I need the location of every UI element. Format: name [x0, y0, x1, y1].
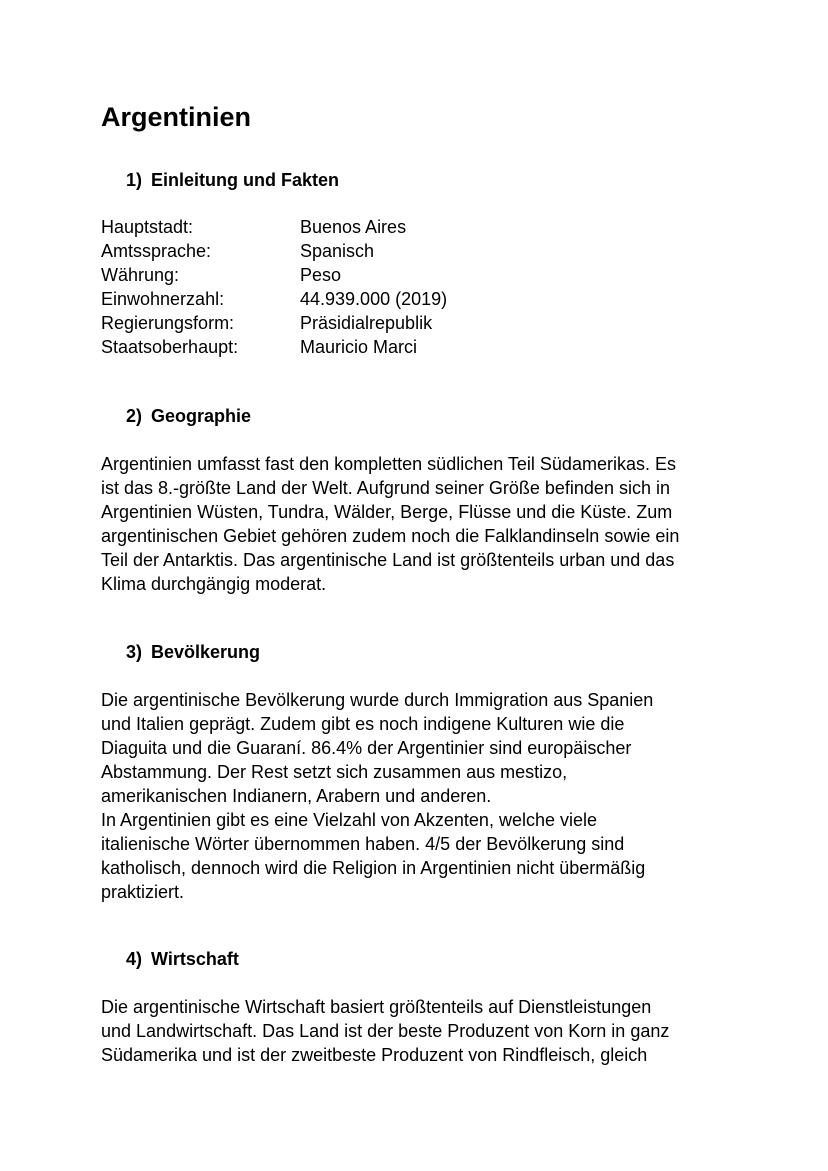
text-line: Die argentinische Wirtschaft basiert größtenteils auf Dienstleistungen: [101, 997, 652, 1017]
fact-row-einwohnerzahl: [101, 287, 601, 311]
fact-row-amtssprache: [101, 239, 601, 263]
section-heading-einleitung: [126, 168, 339, 192]
section-number: 3): [126, 642, 143, 662]
fact-row-staatsoberhaupt: [101, 335, 601, 359]
text-line: argentinischen Gebiet gehören zudem noch die Falklandinseln sowie ein: [101, 526, 680, 546]
paragraph-bevoelkerung: [101, 688, 741, 904]
section-title: Geographie: [151, 406, 252, 426]
text-line: und Landwirtschaft. Das Land ist der beste Produzent von Korn in ganz: [101, 1021, 670, 1041]
fact-row-waehrung: [101, 263, 601, 287]
text-line: Südamerika und ist der zweitbeste Produzent von Rindfleisch, gleich: [101, 1045, 648, 1065]
text-line: Argentinien umfasst fast den kompletten südlichen Teil Südamerikas. Es: [101, 454, 676, 474]
fact-value: Peso: [300, 265, 342, 285]
text-line: katholisch, dennoch wird die Religion in Argentinien nicht übermäßig: [101, 858, 646, 878]
section-number: 4): [126, 949, 143, 969]
fact-key: Währung:: [101, 265, 180, 285]
paragraph-geographie: [101, 452, 741, 596]
paragraph-wirtschaft: [101, 995, 741, 1067]
fact-value: Mauricio Marci: [300, 337, 418, 357]
section-number: 1): [126, 170, 143, 190]
text-line: In Argentinien gibt es eine Vielzahl von Akzenten, welche viele: [101, 810, 597, 830]
text-line: amerikanischen Indianern, Arabern und anderen.: [101, 786, 492, 806]
facts-table: [101, 215, 601, 359]
fact-key: Einwohnerzahl:: [101, 289, 225, 309]
text-line: Argentinien Wüsten, Tundra, Wälder, Berge, Flüsse und die Küste. Zum: [101, 502, 673, 522]
fact-row-hauptstadt: [101, 215, 601, 239]
text-line: Diaguita und die Guaraní. 86.4% der Argentinier sind europäischer: [101, 738, 632, 758]
text-line: Die argentinische Bevölkerung wurde durch Immigration aus Spanien: [101, 690, 654, 710]
fact-value: Präsidialrepublik: [300, 313, 433, 333]
fact-key: Hauptstadt:: [101, 217, 194, 237]
fact-value: Buenos Aires: [300, 217, 407, 237]
section-title: Bevölkerung: [151, 642, 261, 662]
text-line: Abstammung. Der Rest setzt sich zusammen aus mestizo,: [101, 762, 568, 782]
text-line: Teil der Antarktis. Das argentinische Land ist größtenteils urban und das: [101, 550, 675, 570]
fact-key: Regierungsform:: [101, 313, 235, 333]
fact-value: Spanisch: [300, 241, 375, 261]
fact-row-regierungsform: [101, 311, 601, 335]
section-heading-bevoelkerung: [126, 640, 260, 664]
text-line: ist das 8.-größte Land der Welt. Aufgrund seiner Größe befinden sich in: [101, 478, 670, 498]
text-line: Klima durchgängig moderat.: [101, 574, 327, 594]
document-title: Argentinien: [101, 102, 252, 132]
section-heading-geographie: [126, 404, 251, 428]
section-title: Wirtschaft: [151, 949, 239, 969]
fact-key: Staatsoberhaupt:: [101, 337, 239, 357]
text-line: und Italien geprägt. Zudem gibt es noch indigene Kulturen wie die: [101, 714, 625, 734]
section-heading-wirtschaft: [126, 947, 239, 971]
section-number: 2): [126, 406, 143, 426]
fact-key: Amtssprache:: [101, 241, 212, 261]
fact-value: 44.939.000 (2019): [300, 289, 448, 309]
text-line: praktiziert.: [101, 882, 185, 902]
text-line: italienische Wörter übernommen haben. 4/5 der Bevölkerung sind: [101, 834, 625, 854]
section-title: Einleitung und Fakten: [151, 170, 339, 190]
